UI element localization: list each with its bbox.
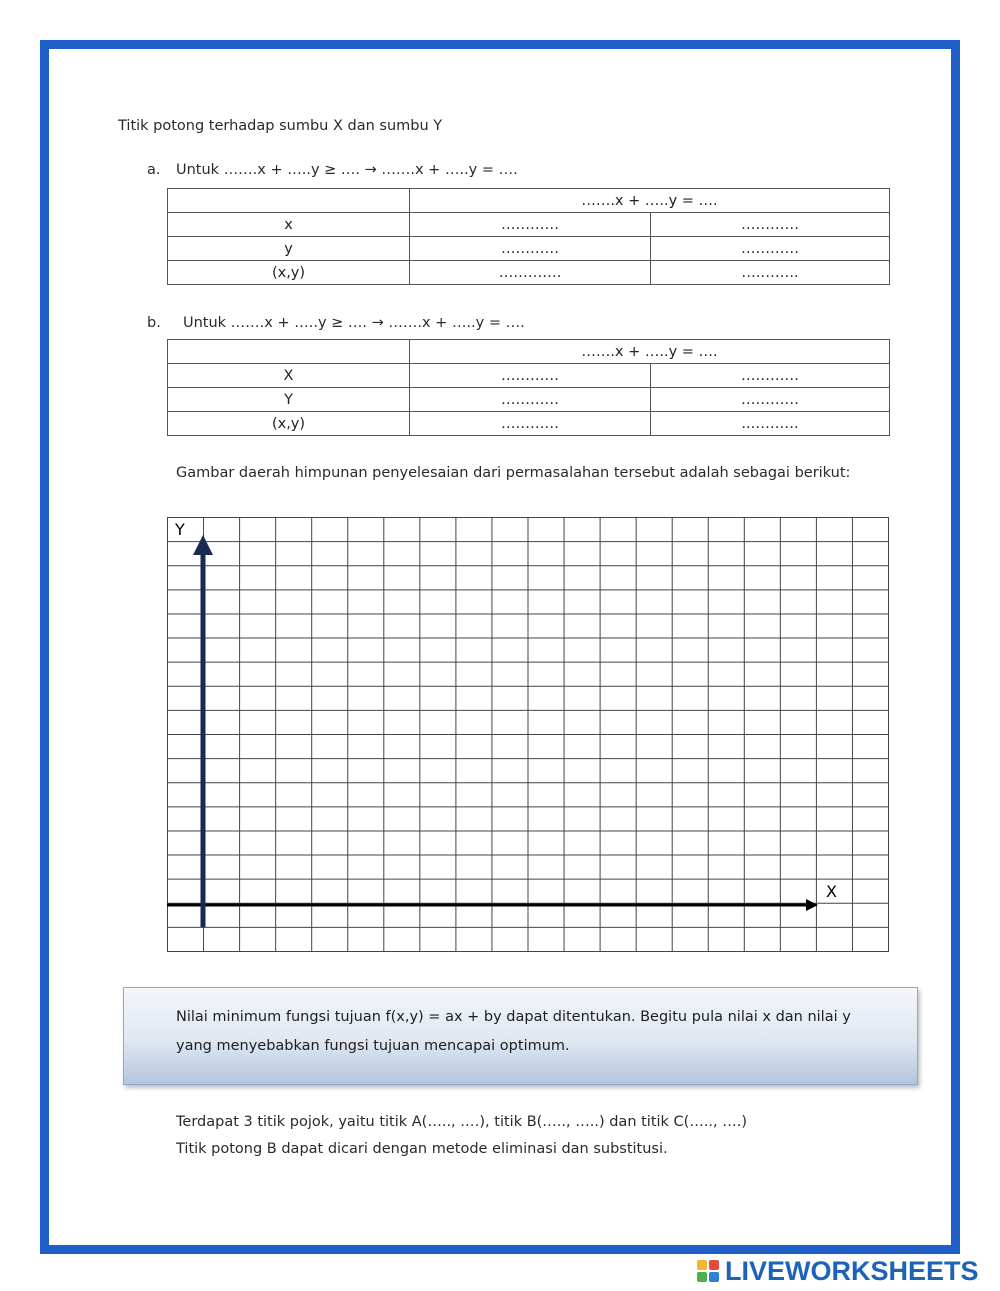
table-cell[interactable]: ………… — [410, 388, 651, 412]
table-cell[interactable]: ………… — [651, 213, 890, 237]
table-row — [168, 189, 890, 213]
table-cell[interactable]: ..………. — [651, 412, 890, 436]
table-cell[interactable]: ………… — [651, 388, 890, 412]
row-label: Y — [168, 388, 410, 412]
coordinate-grid[interactable] — [167, 517, 889, 952]
table-row — [168, 412, 890, 436]
part-a-table — [167, 188, 890, 285]
table-cell-empty — [168, 340, 410, 364]
section-heading: Titik potong terhadap sumbu X dan sumbu Y — [118, 118, 443, 134]
row-label: (x,y) — [168, 261, 410, 285]
logo-blocks-icon — [697, 1260, 719, 1282]
row-label: (x,y) — [168, 412, 410, 436]
x-axis-label: X — [826, 882, 837, 901]
table-cell[interactable]: ………… — [651, 364, 890, 388]
table-row — [168, 388, 890, 412]
table-row — [168, 261, 890, 285]
table-cell-empty — [168, 189, 410, 213]
elimination-text: Titik potong B dapat dicari dengan metode eliminasi dan substitusi. — [176, 1141, 668, 1157]
table-row — [168, 340, 890, 364]
table-cell[interactable]: ….…….. — [651, 261, 890, 285]
table-cell[interactable]: ………… — [410, 364, 651, 388]
table-header: …….x + …..y = …. — [410, 189, 890, 213]
part-b-statement: Untuk …….x + …..y ≥ …. → …….x + …..y = …. — [183, 315, 525, 331]
part-a-statement: Untuk …….x + …..y ≥ …. → …….x + …..y = …. — [176, 162, 518, 178]
graph-intro: Gambar daerah himpunan penyelesaian dari permasalahan tersebut adalah sebagai berikut: — [176, 465, 851, 481]
row-label: y — [168, 237, 410, 261]
corner-points-text: Terdapat 3 titik pojok, yaitu titik A(….., .…), titik B(….., …..) dan titik C(….., ….) — [176, 1114, 748, 1130]
row-label: X — [168, 364, 410, 388]
table-row — [168, 237, 890, 261]
part-b-table — [167, 339, 890, 436]
table-row — [168, 364, 890, 388]
table-cell[interactable]: ………… — [410, 213, 651, 237]
callout-line-2: yang menyebabkan fungsi tujuan mencapai optimum. — [176, 1038, 570, 1054]
info-callout — [123, 987, 918, 1085]
table-row — [168, 213, 890, 237]
table-cell[interactable]: ………… — [410, 237, 651, 261]
table-header: …….x + …..y = …. — [410, 340, 890, 364]
part-b-label: b. — [147, 315, 161, 331]
callout-line-1: Nilai minimum fungsi tujuan f(x,y) = ax + by dapat ditentukan. Begitu pula nilai x dan nilai y — [176, 1009, 851, 1025]
liveworksheets-logo — [697, 1257, 979, 1285]
part-a-label: a. — [147, 162, 161, 178]
y-axis-label: Y — [175, 520, 185, 539]
grid-lines — [167, 517, 889, 952]
row-label: x — [168, 213, 410, 237]
table-cell[interactable]: ………… — [410, 412, 651, 436]
table-cell[interactable]: …………. — [410, 261, 651, 285]
table-cell[interactable]: ………… — [651, 237, 890, 261]
brand-name: LIVEWORKSHEETS — [725, 1255, 979, 1286]
